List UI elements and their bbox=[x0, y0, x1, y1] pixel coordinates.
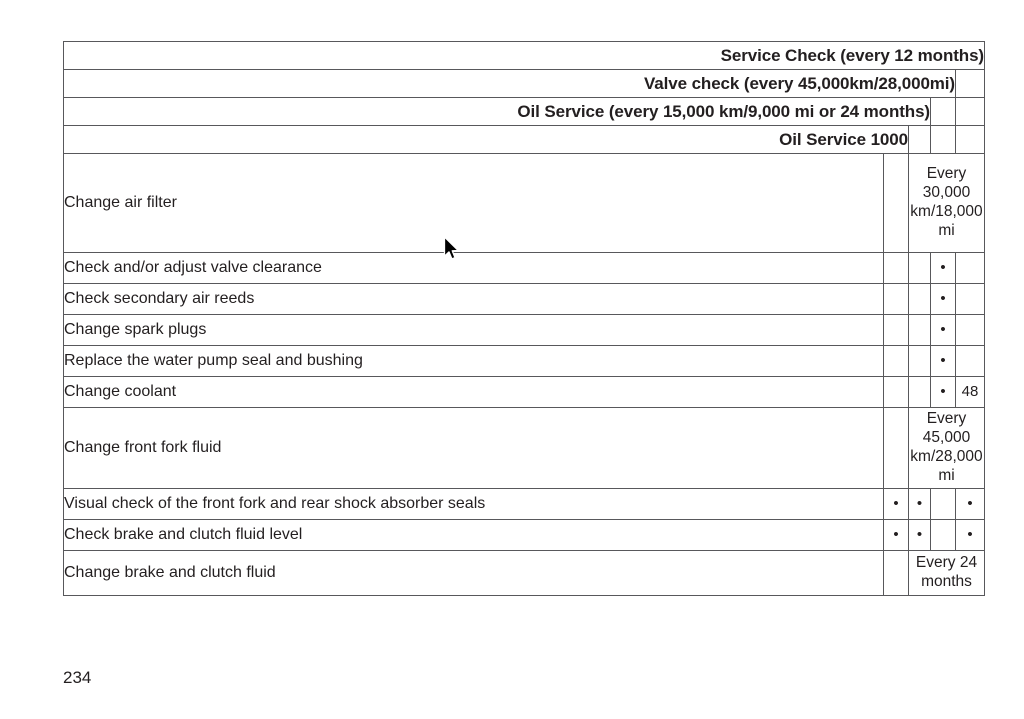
header-oil-service: Oil Service (every 15,000 km/9,000 mi or 24 months) bbox=[64, 98, 931, 126]
table-row bbox=[64, 315, 985, 346]
mark-cell-c3: • bbox=[931, 253, 956, 284]
header-spacer-col2 bbox=[909, 126, 931, 154]
mark-cell-c3: • bbox=[931, 315, 956, 346]
mark-cell-c1 bbox=[884, 346, 909, 377]
task-label: Check and/or adjust valve clearance bbox=[64, 253, 884, 284]
table-row bbox=[64, 408, 985, 489]
mark-cell-c1 bbox=[884, 253, 909, 284]
task-label: Visual check of the front fork and rear shock absorber seals bbox=[64, 489, 884, 520]
header-row-valve-check bbox=[64, 70, 985, 98]
mark-cell-c4 bbox=[956, 346, 985, 377]
table-row bbox=[64, 253, 985, 284]
header-row-oil-service bbox=[64, 98, 985, 126]
mark-cell-c3 bbox=[931, 520, 956, 551]
mark-cell-c3 bbox=[931, 489, 956, 520]
header-spacer-col4c bbox=[956, 126, 985, 154]
mark-cell-c1: • bbox=[884, 489, 909, 520]
task-label: Change air filter bbox=[64, 154, 884, 253]
mark-cell-c4: • bbox=[956, 489, 985, 520]
mark-cell-c4 bbox=[956, 253, 985, 284]
task-label: Check secondary air reeds bbox=[64, 284, 884, 315]
mark-cell-c1 bbox=[884, 377, 909, 408]
table-row bbox=[64, 346, 985, 377]
header-spacer-col3b bbox=[931, 126, 956, 154]
mark-cell-c4: 48 bbox=[956, 377, 985, 408]
mark-cell-c2 bbox=[909, 315, 931, 346]
mark-cell-c1 bbox=[884, 408, 909, 489]
table-row bbox=[64, 489, 985, 520]
mark-cell-c1 bbox=[884, 284, 909, 315]
mark-cell-c2: • bbox=[909, 520, 931, 551]
mark-cell-c2: • bbox=[909, 489, 931, 520]
mark-cell-c4 bbox=[956, 315, 985, 346]
table-row bbox=[64, 551, 985, 596]
mark-cell-c1 bbox=[884, 551, 909, 596]
header-row-service-check bbox=[64, 42, 985, 70]
table-row bbox=[64, 520, 985, 551]
task-label: Change brake and clutch fluid bbox=[64, 551, 884, 596]
maintenance-schedule-table bbox=[63, 41, 985, 596]
header-valve-check: Valve check (every 45,000km/28,000mi) bbox=[64, 70, 956, 98]
header-service-check: Service Check (every 12 months) bbox=[64, 42, 985, 70]
header-spacer-col4 bbox=[956, 70, 985, 98]
mark-cell-c2 bbox=[909, 253, 931, 284]
interval-cell: Every 24 months bbox=[909, 551, 985, 596]
mark-cell-c3: • bbox=[931, 346, 956, 377]
mark-cell-c1 bbox=[884, 154, 909, 253]
mark-cell-c1 bbox=[884, 315, 909, 346]
header-spacer-col3 bbox=[931, 98, 956, 126]
table-row bbox=[64, 284, 985, 315]
header-spacer-col4b bbox=[956, 98, 985, 126]
mark-cell-c2 bbox=[909, 377, 931, 408]
task-label: Change front fork fluid bbox=[64, 408, 884, 489]
mark-cell-c1: • bbox=[884, 520, 909, 551]
table-row bbox=[64, 154, 985, 253]
mark-cell-c3: • bbox=[931, 284, 956, 315]
task-label: Change coolant bbox=[64, 377, 884, 408]
interval-cell: Every 30,000 km/18,000 mi bbox=[909, 154, 985, 253]
task-label: Change spark plugs bbox=[64, 315, 884, 346]
interval-cell: Every 45,000 km/28,000 mi bbox=[909, 408, 985, 489]
mark-cell-c4 bbox=[956, 284, 985, 315]
task-label: Check brake and clutch fluid level bbox=[64, 520, 884, 551]
table-row bbox=[64, 377, 985, 408]
page-number: 234 bbox=[63, 668, 92, 687]
mark-cell-c3: • bbox=[931, 377, 956, 408]
mark-cell-c2 bbox=[909, 284, 931, 315]
mark-cell-c2 bbox=[909, 346, 931, 377]
header-row-oil-service-1000 bbox=[64, 126, 985, 154]
task-label: Replace the water pump seal and bushing bbox=[64, 346, 884, 377]
mark-cell-c4: • bbox=[956, 520, 985, 551]
header-oil-service-1000: Oil Service 1000 bbox=[64, 126, 909, 154]
